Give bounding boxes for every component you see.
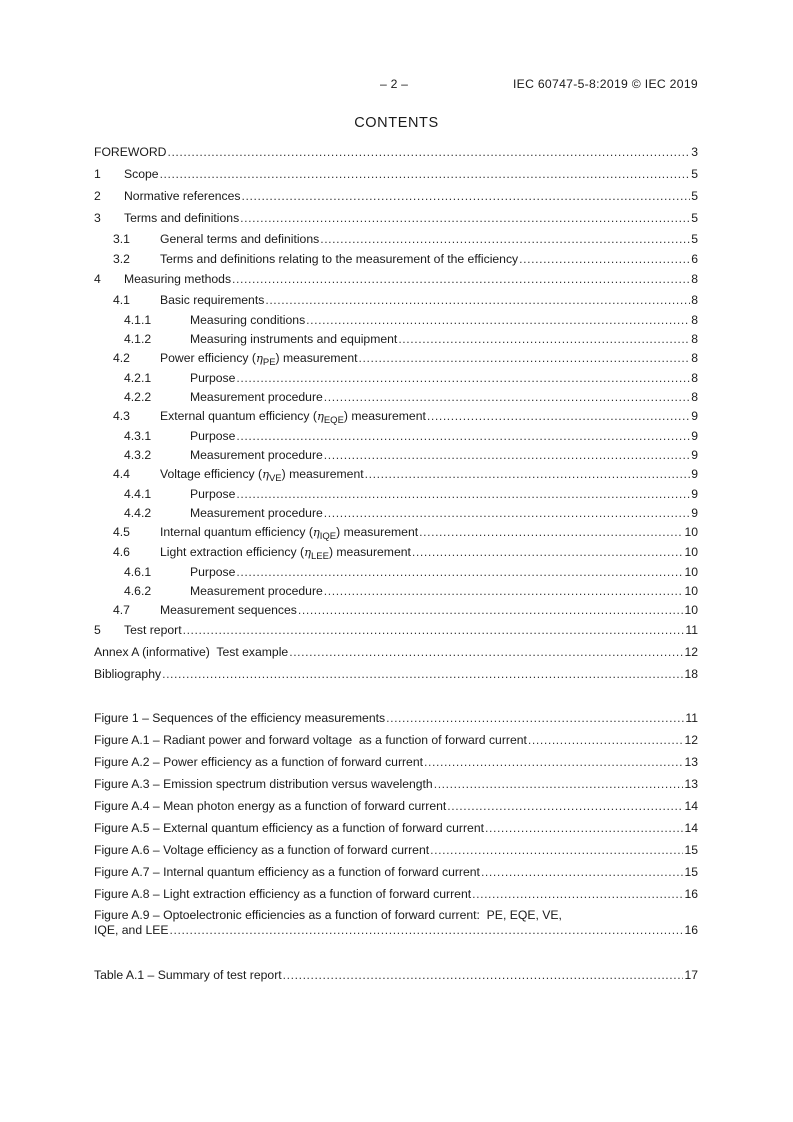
figure-entry-a3[interactable]: Figure A.3 – Emission spectrum distribution versus wavelength ..... 13 (94, 777, 698, 792)
toc-entry-measuring-methods[interactable]: 4 Measuring methods ..... 8 (94, 272, 698, 287)
toc-entry-4-4-1[interactable]: 4.4.1 Purpose ..... 9 (124, 487, 698, 502)
toc-entry-4-1-1[interactable]: 4.1.1 Measuring conditions ..... 8 (124, 313, 698, 328)
toc-entry-4-3-2[interactable]: 4.3.2 Measurement procedure ..... 9 (124, 448, 698, 463)
toc-entry-4-2-2[interactable]: 4.2.2 Measurement procedure ..... 8 (124, 390, 698, 405)
toc-entry-4-1[interactable]: 4.1 Basic requirements ..... 8 (113, 293, 698, 308)
toc-entry-normative-references[interactable]: 2 Normative references ..... 5 (94, 189, 698, 204)
figure-entry-a2[interactable]: Figure A.2 – Power efficiency as a function of forward current ..... 13 (94, 755, 698, 770)
toc-entry-3-1[interactable]: 3.1 General terms and definitions ..... 5 (113, 232, 698, 247)
toc-entry-terms-and-definitions[interactable]: 3 Terms and definitions ..... 5 (94, 211, 698, 226)
toc-entry-test-report[interactable]: 5 Test report ..... 11 (94, 623, 698, 638)
toc-entry-scope[interactable]: 1 Scope ..... 5 (94, 167, 698, 182)
toc-entry-4-2[interactable]: 4.2 Power efficiency $(\eta_{PE})$ measurement ..... 8 (113, 351, 698, 366)
standard-identifier: IEC 60747-5-8:2019 © IEC 2019 (512, 77, 698, 91)
toc-entry-4-7[interactable]: 4.7 Measurement sequences ..... 10 (113, 603, 698, 618)
toc-entry-4-5[interactable]: 4.5 Internal quantum efficiency $(\eta_{IQE})$ measurement ..... 10 (113, 525, 698, 540)
page-header (0, 77, 793, 93)
figure-entry-a9[interactable]: Figure A.9 – Optoelectronic efficiencies as a function of forward current: PE, EQE, VE, IQE, and LEE ..... 16 (94, 908, 698, 938)
figure-entry-a7[interactable]: Figure A.7 – Internal quantum efficiency as a function of forward current ..... 15 (94, 865, 698, 880)
toc-entry-3-2[interactable]: 3.2 Terms and definitions relating to the measurement of the efficiency ..... 6 (113, 252, 698, 267)
figure-entry-a4[interactable]: Figure A.4 – Mean photon energy as a function of forward current ..... 14 (94, 799, 698, 814)
toc-entry-4-3[interactable]: 4.3 External quantum efficiency $(\eta_{EQE})$ measurement ..... 9 (113, 409, 698, 424)
table-entry-a1[interactable]: Table A.1 – Summary of test report ..... 17 (94, 968, 698, 983)
figure-entry-a6[interactable]: Figure A.6 – Voltage efficiency as a function of forward current ..... 15 (94, 843, 698, 858)
toc-entry-annex-a[interactable]: Annex A (informative) Test example ..... 12 (94, 645, 698, 660)
figure-entry-a5[interactable]: Figure A.5 – External quantum efficiency as a function of forward current ..... 14 (94, 821, 698, 836)
toc-entry-bibliography[interactable]: Bibliography ..... 18 (94, 667, 698, 682)
figure-entry-a8[interactable]: Figure A.8 – Light extraction efficiency as a function of forward current ..... 16 (94, 887, 698, 902)
page-number: – 2 – (380, 77, 409, 91)
page-title: CONTENTS (354, 115, 439, 131)
toc-entry-4-4[interactable]: 4.4 Voltage efficiency $(\eta_{VE})$ measurement ..... 9 (113, 467, 698, 482)
toc-entry-4-1-2[interactable]: 4.1.2 Measuring instruments and equipment ..... 8 (124, 332, 698, 347)
toc-entry-4-6[interactable]: 4.6 Light extraction efficiency $(\eta_{LEE})$ measurement ..... 10 (113, 545, 698, 560)
toc-entry-4-2-1[interactable]: 4.2.1 Purpose ..... 8 (124, 371, 698, 386)
toc-entry-4-4-2[interactable]: 4.4.2 Measurement procedure ..... 9 (124, 506, 698, 521)
toc-entry-4-3-1[interactable]: 4.3.1 Purpose ..... 9 (124, 429, 698, 444)
toc-entry-4-6-1[interactable]: 4.6.1 Purpose ..... 10 (124, 565, 698, 580)
figure-entry-a1[interactable]: Figure A.1 – Radiant power and forward voltage as a function of forward current ..... 12 (94, 733, 698, 748)
figure-entry-1[interactable]: Figure 1 – Sequences of the efficiency measurements ..... 11 (94, 711, 698, 726)
toc-entry-foreword[interactable]: FOREWORD ..... 3 (94, 145, 698, 160)
toc-entry-4-6-2[interactable]: 4.6.2 Measurement procedure ..... 10 (124, 584, 698, 599)
